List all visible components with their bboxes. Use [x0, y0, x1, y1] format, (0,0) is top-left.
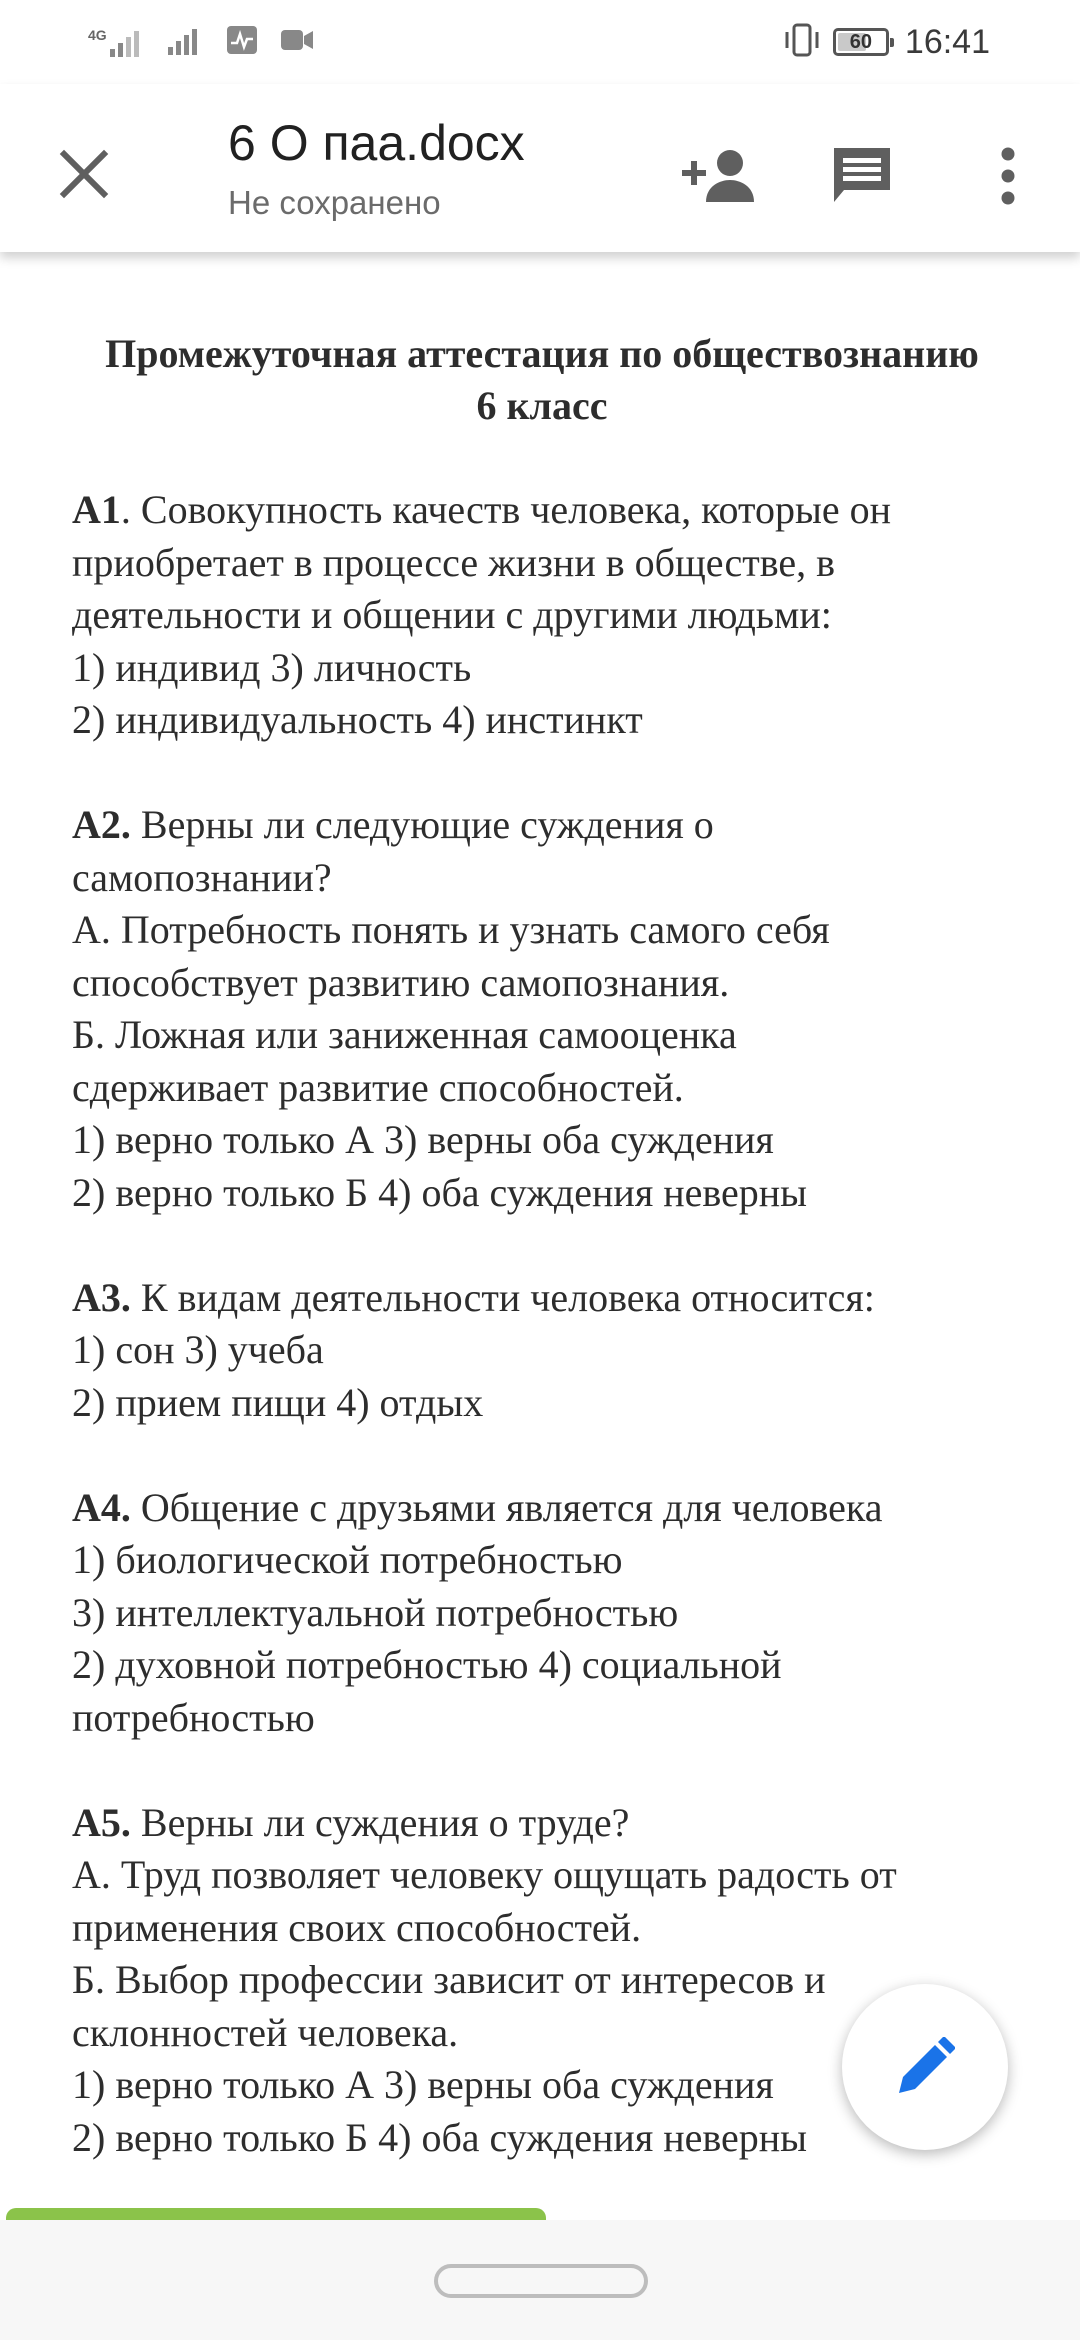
- question-block: [72, 1272, 1012, 1430]
- question-line: Б. Выбор профессии зависит от интересов и: [72, 1957, 826, 2002]
- document-heading: [72, 328, 1012, 432]
- question-line: 2) индивидуальность 4) инстинкт: [72, 697, 643, 742]
- more-vert-icon: [998, 146, 1018, 206]
- question-line: приобретает в процессе жизни в обществе, в: [72, 539, 836, 585]
- document-content: [72, 328, 1012, 2217]
- heading-line-1: Промежуточная аттестация по обществознанию: [105, 331, 979, 376]
- activity-app-icon: [226, 25, 258, 60]
- question-line: 2) верно только Б 4) оба суждения неверны: [72, 2114, 808, 2160]
- question-text: Общение с друзьями является для человека: [130, 1484, 883, 1530]
- add-person-icon: [682, 146, 758, 206]
- comments-button[interactable]: [820, 134, 904, 218]
- status-left-icons: [88, 22, 314, 62]
- question-line: 1) биологической потребностью: [72, 1537, 623, 1582]
- question-text: К видам деятельности человека относится:: [130, 1274, 875, 1320]
- question-number: А4.: [72, 1484, 131, 1530]
- question-line: потребностью: [72, 1694, 315, 1740]
- question-line: 2) прием пищи 4) отдых: [72, 1379, 484, 1425]
- signal-bars-icon: [168, 25, 204, 60]
- question-line: 3) интеллектуальной потребностью: [72, 1589, 679, 1635]
- question-line: применения своих способностей.: [72, 1904, 642, 1950]
- question-first-line: [72, 1482, 1012, 1535]
- question-block: [72, 1482, 1012, 1745]
- signal-4g-icon: [88, 27, 146, 57]
- video-camera-icon: [280, 27, 314, 58]
- question-number: А2.: [72, 802, 131, 847]
- question-line: самопознании?: [72, 854, 332, 900]
- navigation-bar: [0, 2220, 1080, 2340]
- comment-icon: [830, 144, 894, 208]
- question-line: А. Труд позволяет человеку ощущать радость от: [72, 1852, 897, 1897]
- question-line: 1) сон 3) учеба: [72, 1327, 324, 1372]
- battery-icon: [833, 28, 889, 56]
- question-line: деятельности и общении с другими людьми:: [72, 592, 832, 637]
- question-line: способствует развитию самопознания.: [72, 959, 730, 1005]
- question-line: 1) индивид 3) личность: [72, 644, 472, 690]
- question-number: А3.: [72, 1274, 131, 1320]
- network-type-label: 4G: [88, 27, 107, 43]
- question-line: 1) верно только А 3) верны оба суждения: [72, 1117, 774, 1162]
- question-line: 2) духовной потребностью 4) социальной: [72, 1642, 782, 1687]
- edit-fab-button[interactable]: [842, 1984, 1008, 2150]
- question-number: А5.: [72, 1799, 131, 1845]
- document-page[interactable]: [0, 252, 1080, 2220]
- status-bar: [0, 0, 1080, 84]
- status-time: 16:41: [904, 22, 990, 61]
- more-options-button[interactable]: [966, 134, 1050, 218]
- question-line: 2) верно только Б 4) оба суждения неверны: [72, 1169, 808, 1215]
- question-line: А. Потребность понять и узнать самого себя: [72, 907, 830, 952]
- app-bar: [0, 84, 1080, 252]
- share-button[interactable]: [678, 134, 762, 218]
- battery-level: 60: [849, 30, 873, 53]
- question-text: Верны ли суждения о труде?: [130, 1799, 630, 1845]
- edit-pencil-icon: [895, 2037, 955, 2097]
- close-icon: [59, 149, 109, 199]
- question-number: А1: [72, 487, 121, 532]
- question-text: Верны ли следующие суждения о: [130, 802, 714, 847]
- save-status: Не сохранено: [228, 184, 441, 221]
- question-text: . Совокупность качеств человека, которые он: [120, 487, 891, 532]
- question-line: сдерживает развитие способностей.: [72, 1064, 684, 1110]
- question-first-line: [72, 1272, 1012, 1325]
- question-first-line: [72, 484, 1012, 537]
- vibrate-icon: [783, 23, 821, 62]
- question-first-line: [72, 799, 1012, 852]
- question-line: склонностей человека.: [72, 2009, 459, 2055]
- heading-line-2: 6 класс: [476, 383, 608, 428]
- question-block: [72, 799, 1012, 1219]
- home-gesture-handle[interactable]: [434, 2264, 648, 2298]
- question-line: 1) верно только А 3) верны оба суждения: [72, 2062, 774, 2107]
- question-first-line: [72, 1797, 1012, 1850]
- questions-list: [72, 484, 1012, 2164]
- document-title: 6 О паа.docx: [228, 115, 525, 171]
- close-button[interactable]: [44, 134, 124, 214]
- question-line: Б. Ложная или заниженная самооценка: [72, 1012, 737, 1057]
- status-right-icons: [783, 18, 990, 66]
- question-block: [72, 484, 1012, 747]
